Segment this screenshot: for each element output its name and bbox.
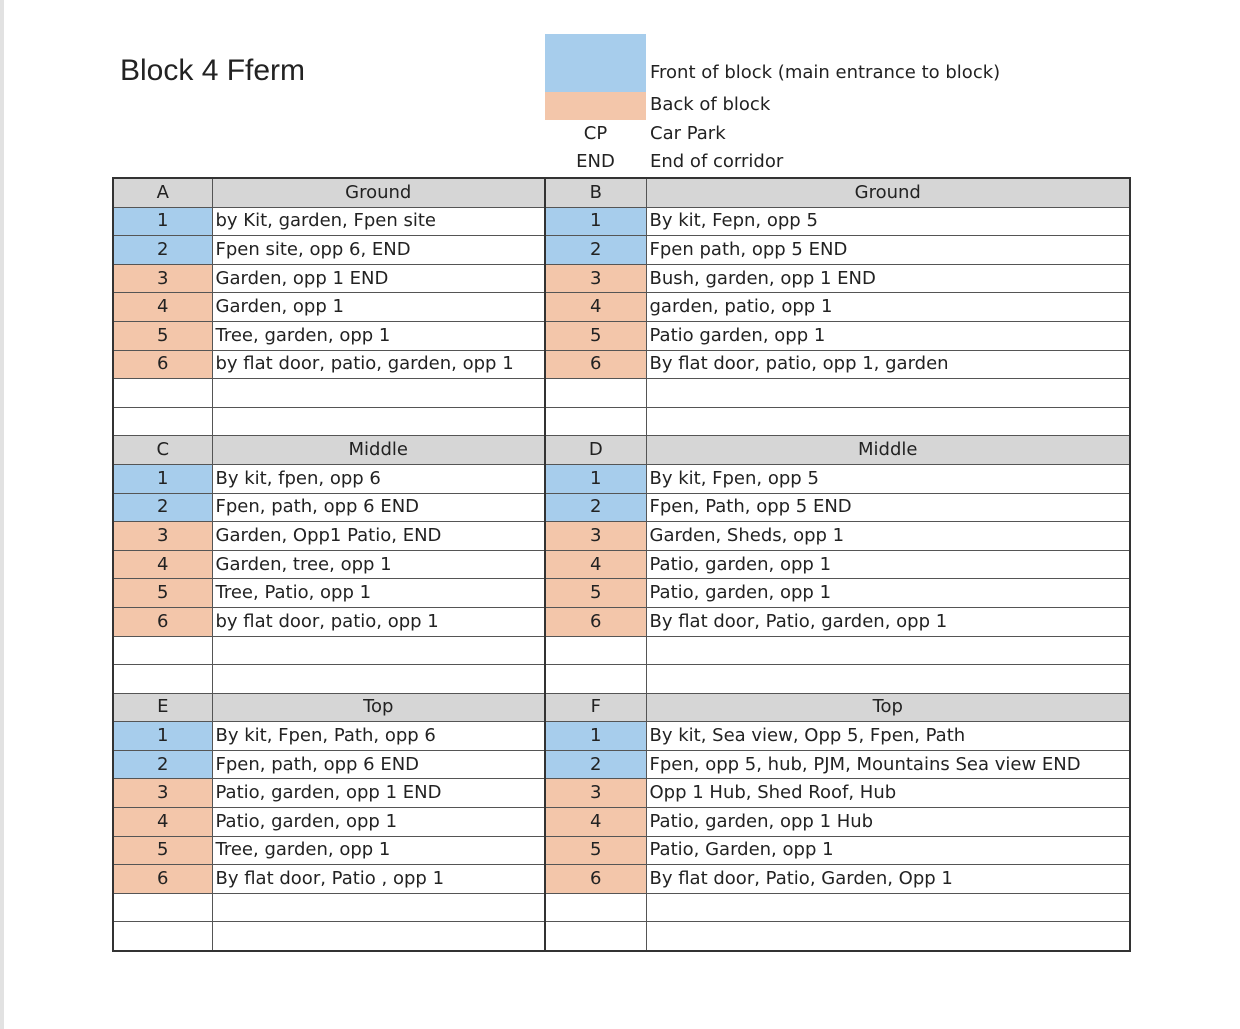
flat-description: By kit, fpen, opp 6 — [212, 464, 545, 493]
legend-end-code: END — [576, 151, 615, 172]
flat-description: By flat door, Patio , opp 1 — [212, 865, 545, 894]
flat-description: Patio, garden, opp 1 END — [212, 779, 545, 808]
page-title: Block 4 Fferm — [120, 54, 306, 87]
flat-number: 6 — [113, 350, 212, 379]
blank-cell — [646, 665, 1130, 694]
flat-description: Tree, garden, opp 1 — [212, 321, 545, 350]
flat-number: 1 — [113, 207, 212, 236]
table-row — [113, 293, 1130, 322]
flat-description: Fpen, opp 5, hub, PJM, Mountains Sea view END — [646, 750, 1130, 779]
table-row — [113, 607, 1130, 636]
flat-number: 4 — [545, 808, 646, 837]
table-row — [113, 464, 1130, 493]
floor-label: Ground — [646, 178, 1130, 207]
flat-description: Fpen site, opp 6, END — [212, 236, 545, 265]
flat-description: Patio, garden, opp 1 — [646, 579, 1130, 608]
flat-number: 4 — [113, 293, 212, 322]
blank-cell — [545, 922, 646, 951]
flat-description: Patio garden, opp 1 — [646, 321, 1130, 350]
blank-cell — [212, 665, 545, 694]
blank-cell — [113, 379, 212, 408]
flat-description: Garden, opp 1 END — [212, 264, 545, 293]
blank-cell — [646, 379, 1130, 408]
flat-number: 5 — [545, 836, 646, 865]
section-header-row — [113, 178, 1130, 207]
table-row — [113, 236, 1130, 265]
blank-cell — [646, 407, 1130, 436]
flat-description: By kit, Fpen, opp 5 — [646, 464, 1130, 493]
flat-number: 3 — [545, 779, 646, 808]
block-code: C — [113, 436, 212, 465]
flat-description: By flat door, patio, opp 1, garden — [646, 350, 1130, 379]
floor-label: Top — [212, 693, 545, 722]
flat-number: 2 — [113, 750, 212, 779]
legend-cp-label: Car Park — [650, 123, 726, 144]
block-code: F — [545, 693, 646, 722]
floor-label: Ground — [212, 178, 545, 207]
flat-number: 5 — [113, 836, 212, 865]
legend-end-label: End of corridor — [650, 151, 784, 172]
table-row — [113, 264, 1130, 293]
legend-back-label: Back of block — [650, 94, 771, 115]
flat-description: Garden, Sheds, opp 1 — [646, 522, 1130, 551]
blank-cell — [212, 407, 545, 436]
flat-number: 2 — [545, 236, 646, 265]
blank-cell — [545, 665, 646, 694]
table-row — [113, 779, 1130, 808]
legend-cp-code: CP — [583, 123, 608, 144]
flat-number: 3 — [113, 779, 212, 808]
flat-number: 6 — [545, 350, 646, 379]
flat-number: 6 — [113, 607, 212, 636]
blank-cell — [545, 636, 646, 665]
legend-back-swatch — [545, 92, 646, 120]
blank-cell — [113, 922, 212, 951]
blank-cell — [212, 636, 545, 665]
blank-row — [113, 665, 1130, 694]
legend-front-swatch — [545, 34, 646, 92]
flat-number: 2 — [113, 493, 212, 522]
table-row — [113, 207, 1130, 236]
flat-number: 6 — [113, 865, 212, 894]
flat-description: Fpen path, opp 5 END — [646, 236, 1130, 265]
blank-cell — [113, 407, 212, 436]
flat-number: 1 — [113, 722, 212, 751]
flat-description: Garden, opp 1 — [212, 293, 545, 322]
flat-number: 3 — [113, 522, 212, 551]
blank-cell — [646, 893, 1130, 922]
flat-description: Fpen, path, opp 6 END — [212, 750, 545, 779]
flat-description: By kit, Sea view, Opp 5, Fpen, Path — [646, 722, 1130, 751]
flat-number: 3 — [545, 522, 646, 551]
flat-number: 1 — [545, 207, 646, 236]
flat-description: Garden, Opp1 Patio, END — [212, 522, 545, 551]
blank-row — [113, 636, 1130, 665]
table-row — [113, 836, 1130, 865]
blank-cell — [212, 893, 545, 922]
flat-number: 6 — [545, 865, 646, 894]
flat-number: 6 — [545, 607, 646, 636]
flat-description: By kit, Fepn, opp 5 — [646, 207, 1130, 236]
flat-description: Garden, tree, opp 1 — [212, 550, 545, 579]
floor-label: Top — [646, 693, 1130, 722]
flat-number: 2 — [545, 493, 646, 522]
flat-number: 5 — [113, 321, 212, 350]
flat-number: 3 — [113, 264, 212, 293]
section-header-row — [113, 693, 1130, 722]
flats-table — [112, 177, 1131, 952]
flat-description: Patio, garden, opp 1 Hub — [646, 808, 1130, 837]
flat-description: Tree, Patio, opp 1 — [212, 579, 545, 608]
block-code: E — [113, 693, 212, 722]
blank-cell — [646, 922, 1130, 951]
table-row — [113, 865, 1130, 894]
floor-label: Middle — [212, 436, 545, 465]
table-row — [113, 722, 1130, 751]
table-row — [113, 808, 1130, 837]
table-row — [113, 550, 1130, 579]
flat-number: 2 — [113, 236, 212, 265]
flat-description: Patio, garden, opp 1 — [212, 808, 545, 837]
flat-number: 4 — [545, 293, 646, 322]
block-code: B — [545, 178, 646, 207]
blank-row — [113, 379, 1130, 408]
table-row — [113, 522, 1130, 551]
table-row — [113, 579, 1130, 608]
flat-description: By flat door, Patio, Garden, Opp 1 — [646, 865, 1130, 894]
flat-number: 2 — [545, 750, 646, 779]
blank-cell — [212, 379, 545, 408]
table-row — [113, 350, 1130, 379]
flat-number: 4 — [545, 550, 646, 579]
blank-row — [113, 893, 1130, 922]
block-code: D — [545, 436, 646, 465]
flat-description: Tree, garden, opp 1 — [212, 836, 545, 865]
blank-cell — [545, 379, 646, 408]
flat-number: 1 — [545, 464, 646, 493]
flat-description: Patio, garden, opp 1 — [646, 550, 1130, 579]
flat-number: 3 — [545, 264, 646, 293]
blank-cell — [113, 636, 212, 665]
table-row — [113, 493, 1130, 522]
blank-cell — [113, 893, 212, 922]
flat-description: garden, patio, opp 1 — [646, 293, 1130, 322]
flat-number: 4 — [113, 808, 212, 837]
flat-description: by Kit, garden, Fpen site — [212, 207, 545, 236]
flat-number: 5 — [545, 579, 646, 608]
blank-cell — [646, 636, 1130, 665]
flat-number: 1 — [113, 464, 212, 493]
blank-cell — [545, 407, 646, 436]
flat-description: Fpen, Path, opp 5 END — [646, 493, 1130, 522]
blank-cell — [113, 665, 212, 694]
flat-number: 1 — [545, 722, 646, 751]
flat-description: Fpen, path, opp 6 END — [212, 493, 545, 522]
block-code: A — [113, 178, 212, 207]
blank-cell — [212, 922, 545, 951]
legend-front-label: Front of block (main entrance to block) — [650, 62, 1001, 83]
table-row — [113, 750, 1130, 779]
scan-edge — [0, 0, 4, 1029]
flat-number: 5 — [113, 579, 212, 608]
blank-row — [113, 922, 1130, 951]
flat-description: by flat door, patio, garden, opp 1 — [212, 350, 545, 379]
blank-cell — [545, 893, 646, 922]
flat-description: Opp 1 Hub, Shed Roof, Hub — [646, 779, 1130, 808]
table-row — [113, 321, 1130, 350]
flat-description: By flat door, Patio, garden, opp 1 — [646, 607, 1130, 636]
flat-description: Bush, garden, opp 1 END — [646, 264, 1130, 293]
section-header-row — [113, 436, 1130, 465]
floor-label: Middle — [646, 436, 1130, 465]
flat-number: 5 — [545, 321, 646, 350]
blank-row — [113, 407, 1130, 436]
flat-number: 4 — [113, 550, 212, 579]
flat-description: By kit, Fpen, Path, opp 6 — [212, 722, 545, 751]
flat-description: Patio, Garden, opp 1 — [646, 836, 1130, 865]
flat-description: by flat door, patio, opp 1 — [212, 607, 545, 636]
